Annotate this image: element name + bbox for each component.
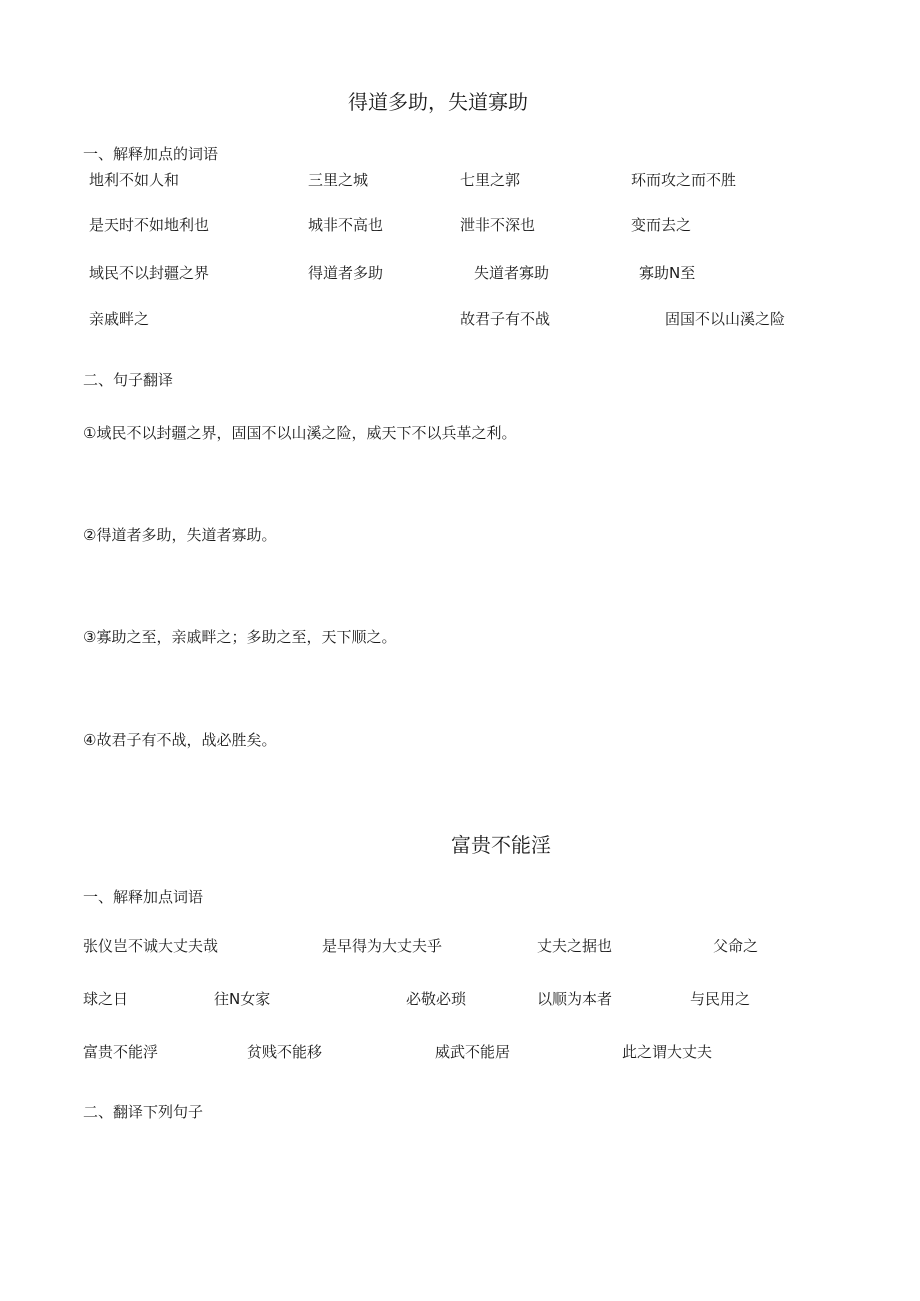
vocab-item: 必敬必琐 <box>406 990 467 1008</box>
vocab-item: 与民用之 <box>690 990 751 1008</box>
vocab-item: 七里之郭 <box>460 171 521 189</box>
vocab-item: 失道者寡助 <box>474 264 550 282</box>
vocab-item: 富贵不能浮 <box>83 1043 159 1061</box>
vocab-item: 泄非不深也 <box>460 216 536 234</box>
vocab-item: 故君子有不战 <box>460 310 551 328</box>
vocab-item: 得道者多助 <box>308 264 384 282</box>
doc2-title: 富贵不能淫 <box>451 833 551 857</box>
translation-sentence: ④故君子有不战，战必胜矣。 <box>83 731 277 749</box>
vocab-item: 以顺为本者 <box>537 990 613 1008</box>
vocab-item: 地利不如人和 <box>89 171 180 189</box>
vocab-item: 变而去之 <box>631 216 692 234</box>
doc1-section1-heading: 一、解释加点的词语 <box>83 145 219 163</box>
translation-sentence: ②得道者多助，失道者寡助。 <box>83 526 277 544</box>
vocab-item: 环而攻之而不胜 <box>631 171 737 189</box>
vocab-item: 丈夫之据也 <box>537 937 613 955</box>
vocab-item: 球之日 <box>83 990 129 1008</box>
vocab-item: 往N女家 <box>214 990 271 1008</box>
vocab-item: 三里之城 <box>308 171 369 189</box>
doc2-section1-heading: 一、解释加点词语 <box>83 888 204 906</box>
vocab-item: 域民不以封疆之界 <box>89 264 210 282</box>
vocab-item: 此之谓大丈夫 <box>622 1043 713 1061</box>
vocab-item: 贫贱不能移 <box>247 1043 323 1061</box>
vocab-item: 父命之 <box>713 937 759 955</box>
translation-sentence: ①域民不以封疆之界，固国不以山溪之险，威天下不以兵革之利。 <box>83 424 517 442</box>
vocab-item: 是天时不如地利也 <box>89 216 210 234</box>
doc2-section2-heading: 二、翻译下列句子 <box>83 1103 204 1121</box>
vocab-item: 亲戚畔之 <box>89 310 150 328</box>
vocab-item: 固国不以山溪之险 <box>665 310 786 328</box>
vocab-item: 张仪岂不诚大丈夫哉 <box>83 937 219 955</box>
translation-sentence: ③寡助之至，亲戚畔之；多助之至，天下顺之。 <box>83 628 397 646</box>
vocab-item: 寡助N至 <box>639 264 696 282</box>
doc1-section2-heading: 二、句子翻译 <box>83 371 174 389</box>
vocab-item: 威武不能居 <box>435 1043 511 1061</box>
vocab-item: 是早得为大丈夫乎 <box>322 937 443 955</box>
doc1-title: 得道多助，失道寡助 <box>348 90 528 114</box>
vocab-item: 城非不高也 <box>308 216 384 234</box>
